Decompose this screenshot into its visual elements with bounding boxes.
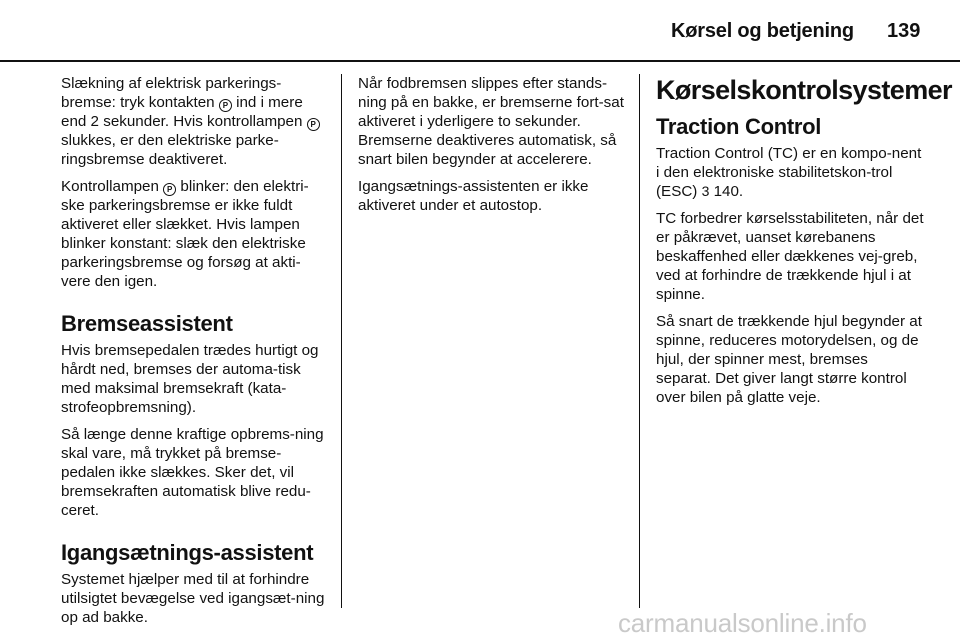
column-1 — [61, 74, 329, 635]
paragraph: Igangsætnings-assistenten er ikke aktiveret under et autostop. — [358, 178, 589, 214]
watermark: carmanualsonline.info — [618, 608, 867, 638]
paragraph: Systemet hjælper med til at forhindre utilsigtet bevægelse ved igangsæt-ning op ad bakke. — [61, 571, 325, 626]
page-reference-arrow-icon: 3 — [701, 183, 710, 199]
column-divider-2 — [639, 74, 640, 608]
column-2 — [358, 74, 626, 223]
paragraph: Så længe denne kraftige opbrems-ning skal vare, må trykket på bremse-pedalen ikke slækkes. Sker det, vil bremsekraften automatisk blive redu-ceret. — [61, 426, 324, 519]
page-reference: 140. — [709, 183, 744, 200]
paragraph — [656, 144, 924, 201]
text-span: slukkes, er den elektriske parke-ringsbremse deaktiveret. — [61, 132, 279, 168]
paragraph — [61, 177, 329, 291]
parking-brake-lamp-icon: P — [307, 118, 320, 131]
paragraph: TC forbedrer kørselsstabiliteten, når det er påkrævet, uanset kørebanens beskaffenhed eller dækkenes vej-greb, ved at forhindre de trækkende hjul i at spinne. — [656, 210, 924, 303]
parking-brake-lamp-icon: P — [219, 99, 232, 112]
paragraph: Så snart de trækkende hjul begynder at spinne, reduceres motorydelsen, og de hjul, der spinner mest, bremses separat. Det giver langt større kontrol over bilen på glatte veje. — [656, 313, 922, 406]
text-span: Kontrollampen — [61, 178, 164, 195]
section-heading-traction-control: Traction Control — [656, 114, 822, 139]
paragraph: Når fodbremsen slippes efter stands-ning på en bakke, er bremserne fort-sat aktiveret i yderligere to sekunder. Bremserne deaktiveres automatisk, så snart bilen begynder at accelerere. — [358, 75, 624, 168]
text-span: ind i mere end 2 sekunder. Hvis kontrollampen — [61, 94, 307, 130]
text-span: blinker: den elektri-ske parkeringsbremse er ikke fuldt aktiveret eller slækket. Hvis lampen blinker konstant: slæk den elektriske parkeringsbremse og forsøg at akti-vere den igen. — [61, 178, 309, 290]
section-heading-bremseassistent: Bremseassistent — [61, 311, 233, 336]
text-span: Slækning af elektrisk parkerings-bremse: tryk kontakten — [61, 75, 282, 111]
column-3 — [656, 74, 952, 415]
page-title: Kørsel og betjening — [671, 20, 854, 42]
column-divider-1 — [341, 74, 342, 608]
text-span: Traction Control (TC) er en kompo-nent i den elektroniske stabilitetskon-trol (ESC) — [656, 145, 922, 200]
page-header — [0, 0, 960, 62]
header-divider — [0, 60, 960, 62]
chapter-heading: Kørselskontrolsystemer — [656, 75, 952, 105]
parking-brake-lamp-icon: P — [163, 183, 176, 196]
paragraph: Hvis bremsepedalen trædes hurtigt og hårdt ned, bremses der automa-tisk med maksimal bremsekraft (kata-strofeopbremsning). — [61, 342, 319, 416]
page-number: 139 — [887, 20, 921, 42]
paragraph — [61, 74, 329, 169]
section-heading-igangsaetnings-assistent: Igangsætnings-assistent — [61, 540, 314, 565]
